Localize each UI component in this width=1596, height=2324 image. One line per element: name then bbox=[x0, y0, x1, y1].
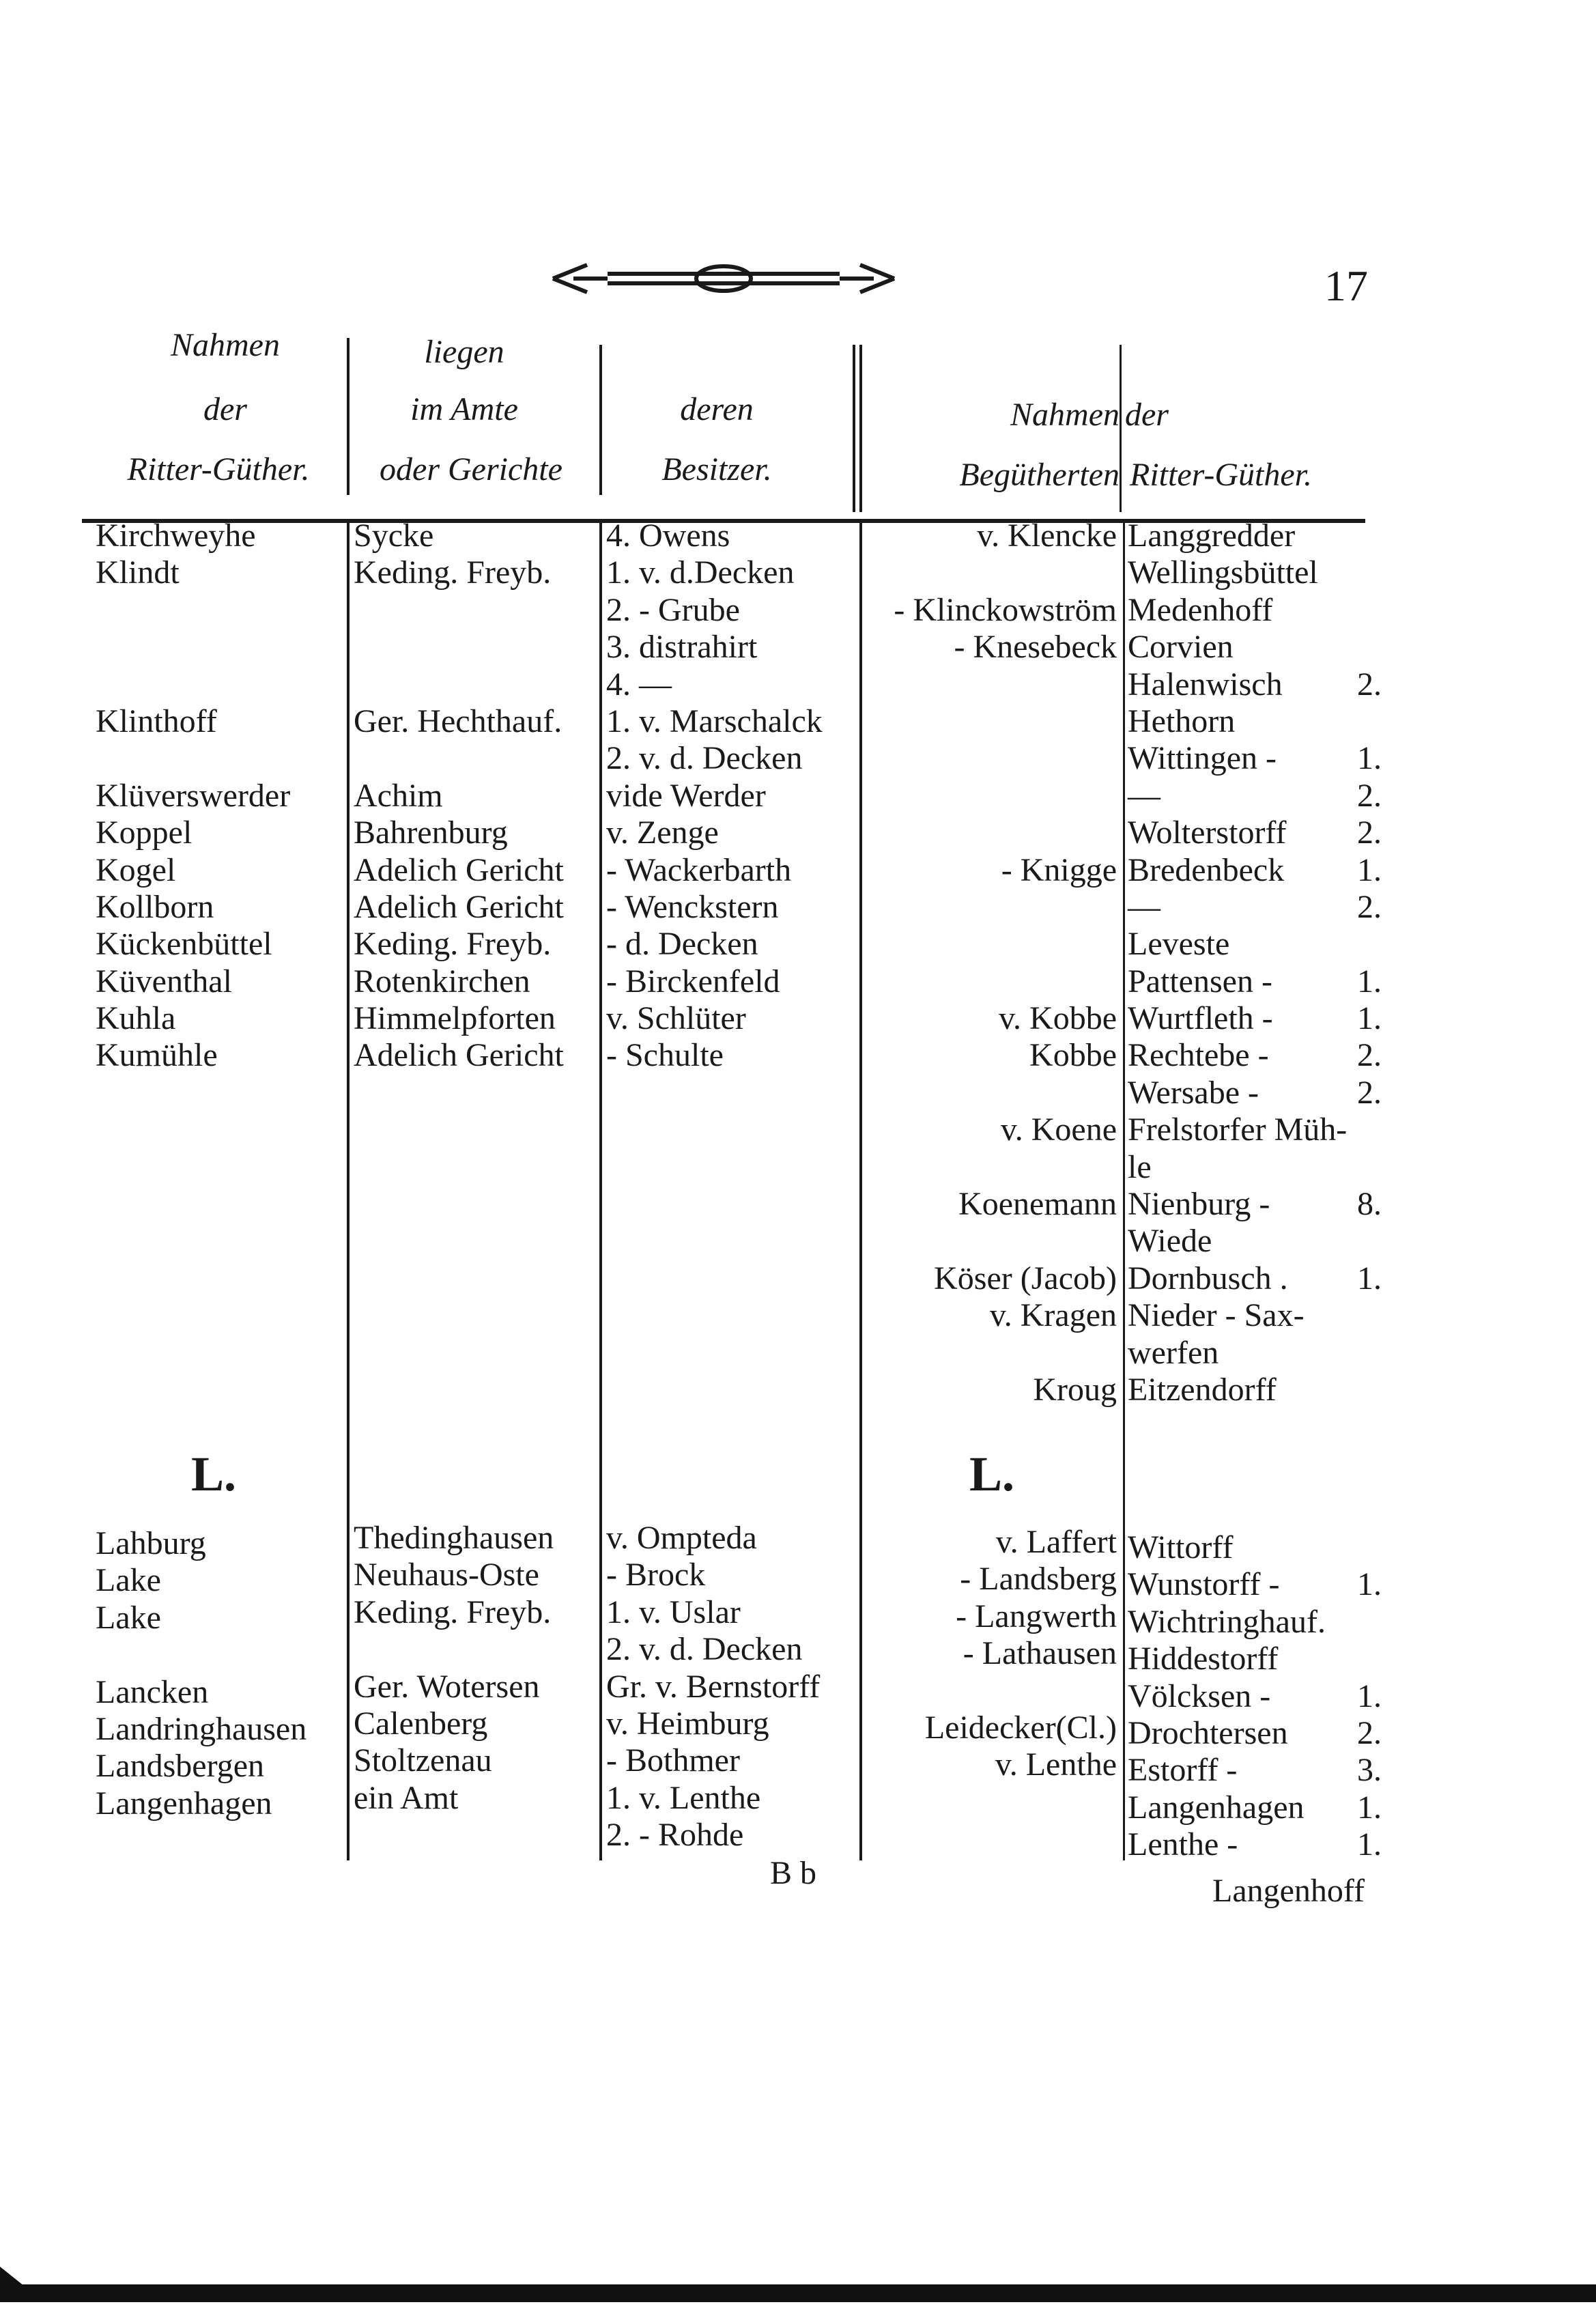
owner-entry: Gr. v. Bernstorff bbox=[606, 1668, 821, 1705]
estate-entry bbox=[1128, 963, 1382, 1000]
owner-entry bbox=[864, 1673, 1117, 1710]
estate-count: 1. bbox=[1357, 1000, 1382, 1037]
owner-entry: - Wackerbarth bbox=[606, 851, 792, 888]
owner-entry bbox=[864, 554, 1117, 591]
estate-entry bbox=[1128, 1372, 1382, 1408]
office-entry: Adelich Gericht bbox=[354, 851, 564, 888]
owner-entry: 2. v. d. Decken bbox=[606, 740, 803, 777]
owner-entry: v. Klencke bbox=[977, 518, 1117, 554]
office-entry bbox=[354, 740, 564, 777]
owner-entry: 4. Owens bbox=[606, 518, 730, 554]
estate-entry bbox=[1128, 1260, 1382, 1297]
owner-entry: 2. - Rohde bbox=[606, 1817, 744, 1854]
owner-entry: 3. distrahirt bbox=[606, 629, 758, 666]
owner-entry: Kroug bbox=[1033, 1371, 1117, 1408]
header-office-3: oder Gerichte bbox=[380, 451, 562, 487]
estate-name: Wichtringhauf. bbox=[1128, 1603, 1326, 1640]
estate-count: 1. bbox=[1357, 851, 1382, 888]
section-letter-right: L. bbox=[969, 1447, 1015, 1501]
left-l-owners-column bbox=[606, 1520, 820, 1854]
estate-count: 2. bbox=[1357, 814, 1382, 851]
ornament-icon bbox=[546, 258, 901, 299]
estate-name: Halenwisch bbox=[1128, 666, 1283, 703]
estate-entry bbox=[1128, 1789, 1382, 1826]
estate-name: Eitzendorff bbox=[1128, 1371, 1277, 1408]
signature-mark: B b bbox=[770, 1855, 817, 1891]
estate-entry bbox=[1128, 1186, 1382, 1223]
owner-entry: 1. v. d.Decken bbox=[606, 554, 795, 591]
owner-entry bbox=[864, 778, 1117, 814]
owner-entry: - Brock bbox=[606, 1557, 706, 1593]
owner-entry: v. Ompteda bbox=[606, 1520, 757, 1556]
owner-entry: - Schulte bbox=[606, 1037, 724, 1074]
office-entry: Adelich Gericht bbox=[354, 1037, 564, 1074]
owner-entry bbox=[864, 814, 1117, 851]
owner-entry: vide Werder bbox=[606, 777, 766, 814]
estate-entry: Landringhausen bbox=[96, 1710, 307, 1747]
estate-entry bbox=[1128, 703, 1382, 740]
header-owner-1: deren bbox=[680, 391, 754, 427]
estate-entry bbox=[96, 740, 290, 777]
header-divider-1 bbox=[347, 338, 350, 495]
estate-name: le bbox=[1128, 1148, 1152, 1185]
estate-entry bbox=[1128, 1715, 1382, 1752]
office-entry: Keding. Freyb. bbox=[354, 1593, 552, 1630]
owner-entry: v. Schlüter bbox=[606, 1000, 746, 1037]
estate-entry: Kuhla bbox=[96, 1000, 176, 1037]
estate-name: Drochtersen bbox=[1128, 1714, 1288, 1751]
right-k-estates-column bbox=[1128, 518, 1382, 1408]
estate-count: 1. bbox=[1357, 1789, 1382, 1826]
estate-entry: Klüverswerder bbox=[96, 777, 291, 814]
office-entry bbox=[354, 666, 564, 703]
estate-count: 1. bbox=[1357, 1677, 1382, 1714]
estate-entry bbox=[1128, 814, 1382, 851]
office-entry: Rotenkirchen bbox=[354, 963, 530, 1000]
header-divider-3b bbox=[859, 345, 862, 512]
header-owner-2: Besitzer. bbox=[661, 451, 772, 487]
owner-entry: 4. — bbox=[606, 666, 672, 703]
estate-entry bbox=[1128, 1752, 1382, 1789]
column-divider-3 bbox=[859, 522, 862, 1860]
estate-name: Nieder - Sax- bbox=[1128, 1297, 1305, 1334]
estate-count: 1. bbox=[1357, 1260, 1382, 1296]
estate-entry bbox=[96, 666, 290, 703]
owner-entry: 2. v. d. Decken bbox=[606, 1631, 803, 1668]
estate-count: 8. bbox=[1357, 1186, 1382, 1223]
estate-entry bbox=[1128, 1529, 1382, 1566]
header-divider-2 bbox=[599, 345, 602, 495]
owner-entry: 1. v. Lenthe bbox=[606, 1779, 761, 1816]
estate-entry bbox=[1128, 1297, 1382, 1334]
owner-entry bbox=[864, 1223, 1117, 1260]
owner-entry: 2. - Grube bbox=[606, 591, 740, 628]
estate-entry: Klinthoff bbox=[96, 703, 217, 739]
estate-entry bbox=[1128, 1000, 1382, 1037]
owner-entry: v. Kobbe bbox=[999, 1000, 1117, 1037]
owner-entry bbox=[864, 889, 1117, 926]
estate-entry: Lahburg bbox=[96, 1525, 206, 1561]
estate-count: 2. bbox=[1357, 666, 1382, 703]
owner-entry: v. Koene bbox=[1000, 1111, 1117, 1148]
estate-name: Langgredder bbox=[1128, 518, 1296, 554]
estate-entry bbox=[1128, 1037, 1382, 1074]
estate-entry: Kogel bbox=[96, 851, 176, 888]
owner-entry: - Wenckstern bbox=[606, 888, 779, 925]
left-l-estates-column bbox=[96, 1525, 307, 1822]
owner-entry bbox=[864, 1075, 1117, 1111]
owner-entry bbox=[864, 740, 1117, 777]
estate-entry bbox=[1128, 1335, 1382, 1372]
office-entry: Sycke bbox=[354, 518, 434, 554]
left-k-offices-column bbox=[354, 518, 564, 1075]
owner-entry: v. Heimburg bbox=[606, 1705, 769, 1742]
bottom-rule bbox=[0, 2284, 1596, 2302]
estate-entry bbox=[1128, 852, 1382, 889]
header-begutherten-2: Begütherten bbox=[959, 457, 1120, 493]
header-estates-1: Nahmen bbox=[171, 327, 280, 363]
left-k-estates-column bbox=[96, 518, 290, 1075]
estate-entry bbox=[1128, 629, 1382, 666]
estate-entry bbox=[1128, 1075, 1382, 1111]
estate-entry bbox=[1128, 740, 1382, 777]
owner-entry: - Bothmer bbox=[606, 1742, 740, 1779]
estate-entry: Koppel bbox=[96, 814, 193, 851]
estate-name: — bbox=[1128, 777, 1160, 814]
owner-entry: v. Zenge bbox=[606, 814, 719, 851]
header-estates-2: der bbox=[203, 391, 247, 427]
estate-count: 2. bbox=[1357, 888, 1382, 925]
estate-name: Lenthe - bbox=[1128, 1826, 1238, 1863]
right-k-owners-column bbox=[864, 518, 1117, 1408]
estate-entry bbox=[1128, 1566, 1382, 1603]
owner-entry: Leidecker(Cl.) bbox=[924, 1709, 1117, 1746]
estate-name: Langenhagen bbox=[1128, 1789, 1305, 1826]
catchword: Langenhoff bbox=[1212, 1873, 1365, 1909]
owner-entry: - Knigge bbox=[1001, 851, 1117, 888]
column-divider-1 bbox=[347, 522, 350, 1860]
estate-entry bbox=[1128, 1149, 1382, 1186]
estate-name: Leveste bbox=[1128, 926, 1230, 963]
estate-name: Wersabe - bbox=[1128, 1074, 1259, 1111]
owner-entry bbox=[864, 963, 1117, 1000]
owner-entry: v. Kragen bbox=[989, 1297, 1117, 1334]
owner-entry bbox=[864, 1149, 1117, 1186]
owner-entry: - Knesebeck bbox=[954, 629, 1117, 666]
owner-entry: - Langwerth bbox=[956, 1598, 1117, 1634]
office-entry bbox=[354, 1631, 554, 1668]
left-k-owners-column bbox=[606, 518, 823, 1075]
owner-entry: Kobbe bbox=[1029, 1037, 1117, 1074]
estate-entry bbox=[1128, 554, 1382, 591]
estate-entry bbox=[96, 629, 290, 666]
estate-name: Völcksen - bbox=[1128, 1677, 1271, 1714]
estate-entry bbox=[1128, 1678, 1382, 1715]
estate-entry bbox=[96, 1636, 307, 1673]
estate-name: Frelstorfer Müh- bbox=[1128, 1111, 1348, 1148]
office-entry bbox=[354, 629, 564, 666]
column-divider-2 bbox=[599, 522, 602, 1860]
estate-entry bbox=[1128, 1223, 1382, 1260]
left-l-offices-column bbox=[354, 1520, 554, 1817]
header-divider-4 bbox=[1120, 345, 1122, 512]
estate-entry bbox=[1128, 1111, 1382, 1148]
header-rg-2: Ritter-Güther. bbox=[1130, 457, 1312, 493]
estate-entry bbox=[1128, 1641, 1382, 1677]
office-entry: ein Amt bbox=[354, 1779, 459, 1816]
office-entry: Adelich Gericht bbox=[354, 888, 564, 925]
owner-entry bbox=[864, 1335, 1117, 1372]
office-entry: Achim bbox=[354, 777, 443, 814]
estate-count: 3. bbox=[1357, 1752, 1382, 1789]
office-entry: Calenberg bbox=[354, 1705, 488, 1742]
estate-name: werfen bbox=[1128, 1334, 1219, 1371]
page-number: 17 bbox=[1324, 261, 1368, 310]
right-l-owners-column bbox=[864, 1524, 1117, 1784]
estate-entry bbox=[1128, 1604, 1382, 1641]
estate-name: Pattensen - bbox=[1128, 963, 1272, 1000]
estate-entry: Kumühle bbox=[96, 1037, 218, 1074]
estate-entry bbox=[1128, 926, 1382, 963]
estate-name: Bredenbeck bbox=[1128, 851, 1285, 888]
office-entry: Stoltzenau bbox=[354, 1742, 492, 1779]
estate-entry bbox=[1128, 889, 1382, 926]
owner-entry: - d. Decken bbox=[606, 926, 758, 963]
header-divider-3a bbox=[853, 345, 855, 512]
office-entry: Thedinghausen bbox=[354, 1520, 554, 1556]
column-divider-4 bbox=[1123, 522, 1125, 1860]
estate-entry: Lake bbox=[96, 1562, 161, 1599]
estate-name: Wolterstorff bbox=[1128, 814, 1287, 851]
header-rg-1: der bbox=[1125, 397, 1169, 433]
estate-entry bbox=[96, 592, 290, 629]
owner-entry: Köser (Jacob) bbox=[934, 1260, 1117, 1296]
estate-name: Wittingen - bbox=[1128, 740, 1277, 777]
estate-entry bbox=[1128, 1826, 1382, 1863]
estate-name: Estorff - bbox=[1128, 1752, 1238, 1789]
estate-name: — bbox=[1128, 888, 1160, 925]
estate-entry: Kirchweyhe bbox=[96, 518, 256, 554]
estate-name: Wurtfleth - bbox=[1128, 1000, 1273, 1037]
estate-name: Rechtebe - bbox=[1128, 1037, 1269, 1074]
estate-entry bbox=[1128, 666, 1382, 703]
estate-name: Nienburg - bbox=[1128, 1186, 1270, 1223]
estate-count: 2. bbox=[1357, 1037, 1382, 1074]
header-office-1: liegen bbox=[424, 334, 504, 370]
estate-count: 1. bbox=[1357, 1826, 1382, 1863]
office-entry: Keding. Freyb. bbox=[354, 554, 552, 591]
section-letter-left: L. bbox=[191, 1447, 237, 1501]
estate-count: 2. bbox=[1357, 1074, 1382, 1111]
owner-entry: - Lathausen bbox=[963, 1635, 1117, 1672]
owner-entry: - Klinckowström bbox=[894, 591, 1117, 628]
owner-entry: - Birckenfeld bbox=[606, 963, 780, 1000]
estate-entry: Lake bbox=[96, 1599, 161, 1636]
office-entry: Ger. Wotersen bbox=[354, 1668, 540, 1705]
owner-entry: 1. v. Marschalck bbox=[606, 703, 823, 739]
estate-name: Wunstorff - bbox=[1128, 1566, 1280, 1603]
estate-count: 2. bbox=[1357, 1714, 1382, 1751]
estate-entry: Langenhagen bbox=[96, 1785, 272, 1822]
estate-entry: Kückenbüttel bbox=[96, 926, 272, 963]
office-entry: Bahrenburg bbox=[354, 814, 508, 851]
estate-entry: Küventhal bbox=[96, 963, 232, 1000]
office-entry bbox=[354, 592, 564, 629]
estate-entry bbox=[1128, 592, 1382, 629]
estate-count: 1. bbox=[1357, 740, 1382, 777]
estate-entry bbox=[1128, 778, 1382, 814]
header-estates-3: Ritter-Güther. bbox=[127, 451, 310, 487]
owner-entry: v. Laffert bbox=[995, 1524, 1117, 1560]
estate-name: Medenhoff bbox=[1128, 591, 1273, 628]
estate-count: 1. bbox=[1357, 963, 1382, 1000]
estate-name: Wellingsbüttel bbox=[1128, 554, 1318, 591]
owner-entry bbox=[864, 666, 1117, 703]
office-entry: Neuhaus-Oste bbox=[354, 1557, 539, 1593]
estate-name: Corvien bbox=[1128, 629, 1234, 666]
estate-count: 2. bbox=[1357, 777, 1382, 814]
owner-entry bbox=[864, 703, 1117, 740]
office-entry: Ger. Hechthauf. bbox=[354, 703, 562, 739]
header-office-2: im Amte bbox=[410, 391, 518, 427]
owner-entry bbox=[864, 926, 1117, 963]
owner-entry: v. Lenthe bbox=[995, 1746, 1117, 1783]
office-entry: Himmelpforten bbox=[354, 1000, 556, 1037]
estate-entry: Kollborn bbox=[96, 888, 214, 925]
office-entry: Keding. Freyb. bbox=[354, 926, 552, 963]
right-l-estates-column bbox=[1128, 1529, 1382, 1864]
estate-name: Hethorn bbox=[1128, 703, 1236, 739]
estate-name: Dornbusch . bbox=[1128, 1260, 1288, 1296]
estate-entry bbox=[1128, 518, 1382, 554]
header-begutherten-1: Nahmen bbox=[1010, 397, 1120, 433]
estate-name: Wiede bbox=[1128, 1223, 1212, 1260]
owner-entry: Koenemann bbox=[958, 1186, 1117, 1223]
estate-name: Wittorff bbox=[1128, 1529, 1234, 1565]
owner-entry: 1. v. Uslar bbox=[606, 1593, 741, 1630]
estate-entry: Lancken bbox=[96, 1673, 209, 1710]
estate-name: Hiddestorff bbox=[1128, 1641, 1279, 1677]
owner-entry: - Landsberg bbox=[960, 1561, 1117, 1598]
estate-count: 1. bbox=[1357, 1566, 1382, 1603]
estate-entry: Landsbergen bbox=[96, 1748, 265, 1785]
estate-entry: Klindt bbox=[96, 554, 180, 591]
